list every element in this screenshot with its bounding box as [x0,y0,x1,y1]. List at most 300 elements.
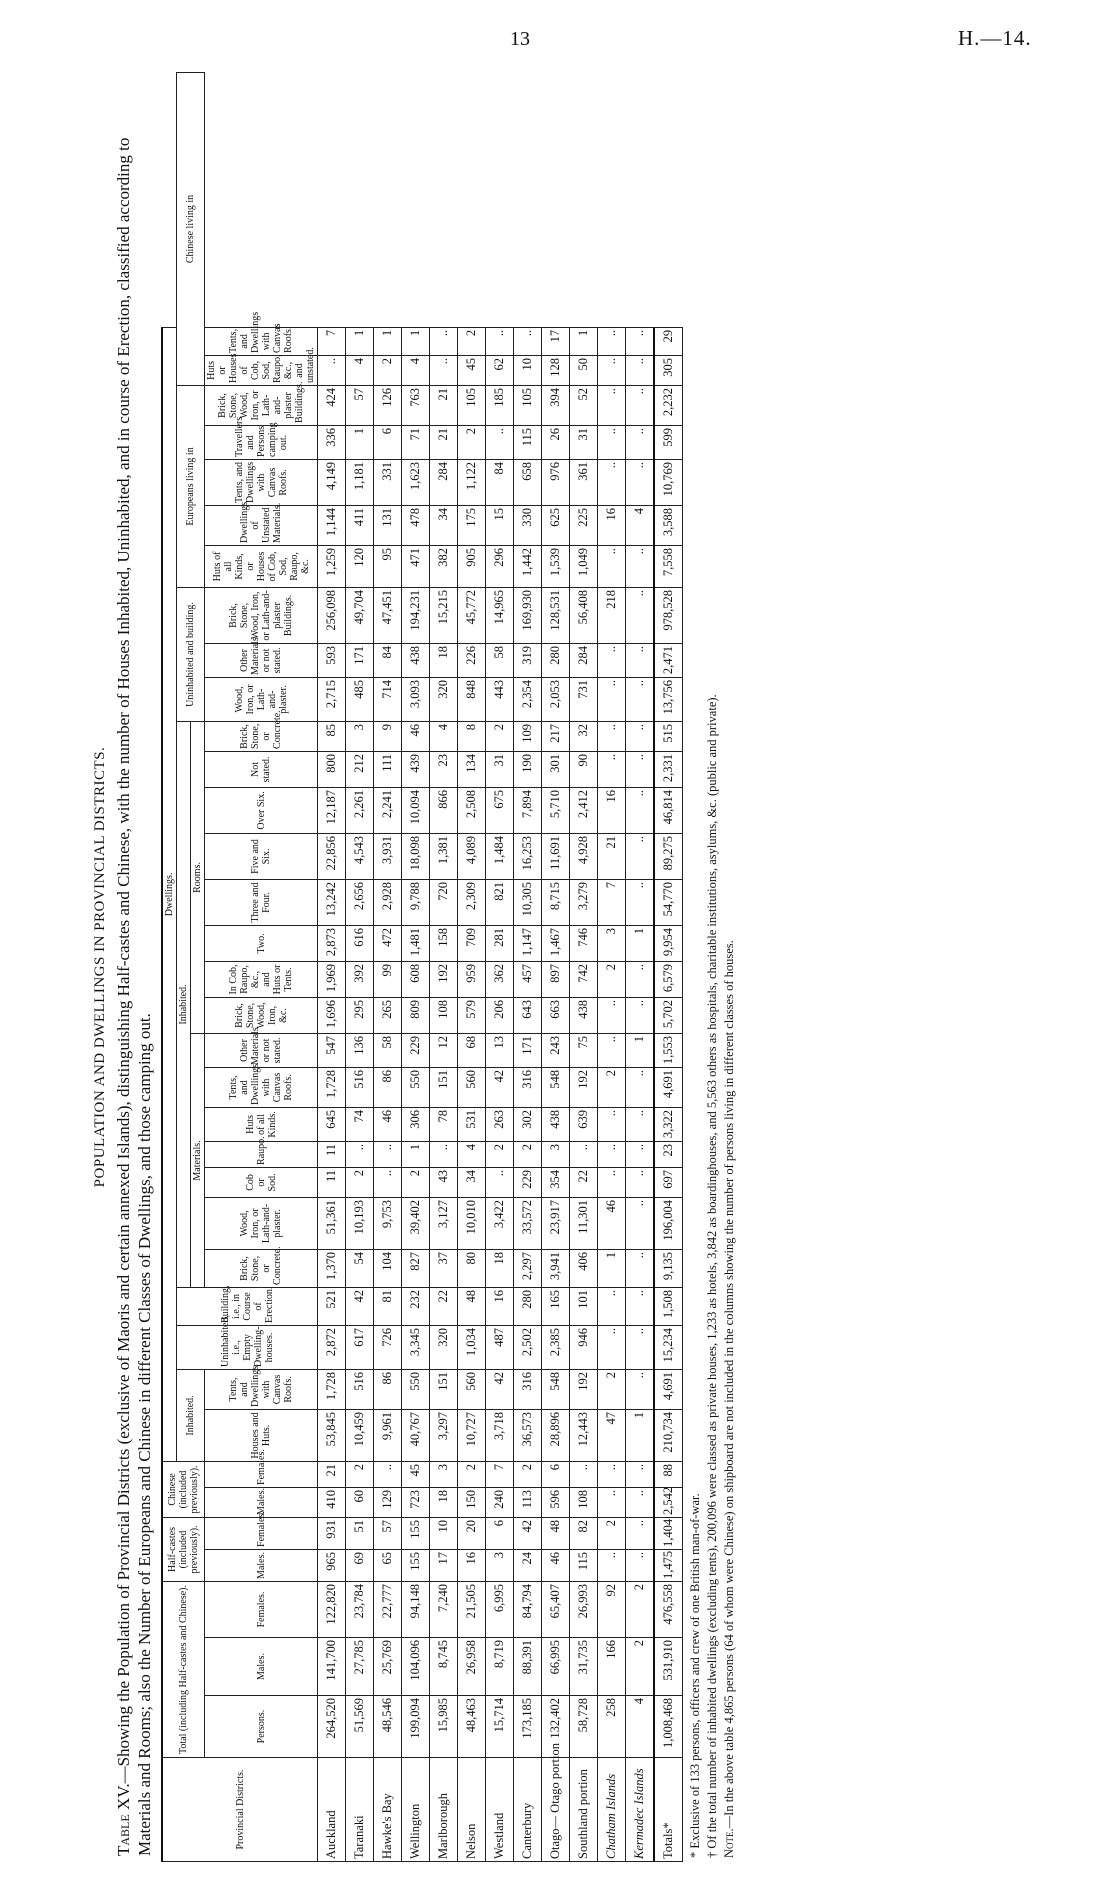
cell-raupo: .. [598,1141,626,1167]
cell-uninh: 2,872 [318,1325,346,1369]
cell-travellers: 599 [654,425,683,459]
cell-u-brick: 46 [402,721,430,751]
cell-five-six: 1,381 [430,833,458,879]
cell-c-brick: 424 [318,385,346,425]
cell-over-six: 2,412 [570,787,598,833]
cell-five-six: 89,275 [654,833,683,879]
cell-e-tents: 1,181 [346,459,374,505]
cell-u-brick: 3 [346,721,374,751]
cell-cob: 22 [570,1167,598,1197]
col-group-rooms: Rooms. [191,721,205,1033]
table-row [486,73,514,1862]
cell-e-unstated: 175 [458,505,486,545]
cell-cob: 697 [654,1167,683,1197]
cell-not-stated: 90 [570,751,598,787]
cell-u-wood: 3,093 [402,677,430,721]
col-group-chinese-living: Chinese living in [177,73,205,386]
cell-cob: .. [598,1167,626,1197]
table-row [346,73,374,1862]
cell-u-brick: .. [598,721,626,751]
cell-females: 23,784 [346,1581,374,1637]
cell-brick: 1,370 [318,1249,346,1287]
cell-e-huts: 471 [402,545,430,587]
cell-u-other: 280 [542,643,570,677]
cell-three-four: 54,770 [654,879,683,925]
col-u-other: Other Materials or not stated. [205,643,318,677]
cell-wood: 23,917 [542,1197,570,1249]
cell-hc-f: 6 [486,1517,514,1549]
cell-cob: .. [374,1167,402,1197]
cell-two: 2,873 [318,925,346,961]
cell-hc-f: 42 [514,1517,542,1549]
cell-houses: 36,573 [514,1409,542,1461]
col-c-brick: Brick, Stone, Wood, Iron, or Lath-and-plaster Buildings. [205,385,318,425]
footnote-star: * Exclusive of 133 persons, officers and crew of one British man-of-war. [688,1493,702,1858]
cell-cob: 229 [514,1167,542,1197]
district-name: Westland [486,1758,514,1862]
cell-three-four: 720 [430,879,458,925]
cell-e-huts: 95 [374,545,402,587]
district-name: Hawke's Bay [374,1758,402,1862]
cell-cob: 354 [542,1167,570,1197]
col-not-stated: Not stated. [205,751,318,787]
col-e-huts: Huts of all Kinds, or Houses of Cob, Sod, Raupo, &c. [205,545,318,587]
col-district: Provincial Districts. [162,1758,318,1862]
cell-not-stated: 23 [430,751,458,787]
district-name: Taranaki [346,1758,374,1862]
cell-females: 122,820 [318,1581,346,1637]
footnotes [687,72,737,1862]
cell-one-brick: .. [626,997,655,1033]
cell-c-tents: 1 [570,327,598,355]
col-persons: Persons. [205,1696,318,1758]
cell-not-stated: 800 [318,751,346,787]
cell-persons: 58,728 [570,1696,598,1758]
cell-hc-f: 931 [318,1517,346,1549]
col-hc-males: Males. [205,1549,318,1581]
cell-females: 94,148 [402,1581,430,1637]
cell-ch-m: 150 [458,1487,486,1517]
col-group-europeans: Europeans living in [177,385,205,587]
cell-wood: 39,402 [402,1197,430,1249]
cell-wood: 51,361 [318,1197,346,1249]
cell-huts: 46 [374,1107,402,1141]
cell-travellers: .. [598,425,626,459]
cell-ch-f: 21 [318,1461,346,1487]
cell-e-huts: 1,049 [570,545,598,587]
cell-over-six: 5,710 [542,787,570,833]
cell-females: 84,794 [514,1581,542,1637]
cell-tents: 2 [598,1369,626,1409]
cell-hc-m: 46 [542,1549,570,1581]
col-group-chinese: Chinese (included previously). [162,1461,205,1517]
cell-one-brick: 108 [430,997,458,1033]
cell-hc-f: 48 [542,1517,570,1549]
cell-ch-m: .. [626,1487,655,1517]
col-u-brick: Brick, Stone, or Concrete. [205,721,318,751]
cell-two: 616 [346,925,374,961]
district-name: Otago— Otago portion [542,1758,570,1862]
cell-five-six: 11,691 [542,833,570,879]
population-dwellings-table [161,72,683,1862]
cell-wood: .. [626,1197,655,1249]
cell-e-brick: 218 [598,587,626,643]
cell-hc-m: 17 [430,1549,458,1581]
col-over-six: Over Six. [205,787,318,833]
cell-u-wood: 443 [486,677,514,721]
cell-brick: .. [626,1249,655,1287]
cell-one-brick: 809 [402,997,430,1033]
cell-c-brick: 763 [402,385,430,425]
cell-one-cob: 99 [374,961,402,997]
cell-tents: 548 [542,1369,570,1409]
cell-u-wood: 848 [458,677,486,721]
cell-e-unstated: 1,144 [318,505,346,545]
table-body [318,73,683,1862]
table-row [542,73,570,1862]
cell-ch-f: 88 [654,1461,683,1487]
cell-c-huts: 305 [654,355,683,385]
cell-tents-mat: 151 [430,1067,458,1107]
cell-travellers: 21 [430,425,458,459]
cell-three-four: .. [626,879,655,925]
col-building: Building, i.e., in Course of Erection. [177,1287,318,1325]
cell-females: 476,558 [654,1581,683,1637]
cell-one-cob: 192 [430,961,458,997]
cell-over-six: 866 [430,787,458,833]
table-row [458,73,486,1862]
cell-other: 171 [514,1033,542,1067]
cell-two: 746 [570,925,598,961]
cell-brick: 104 [374,1249,402,1287]
cell-over-six: 7,894 [514,787,542,833]
cell-ch-f: .. [570,1461,598,1487]
cell-houses: 1 [626,1409,655,1461]
cell-u-other: 2,471 [654,643,683,677]
table-caption-lead: Table XV. [114,1783,133,1856]
cell-one-brick: 1,696 [318,997,346,1033]
cell-c-tents: 2 [458,327,486,355]
cell-u-wood: 485 [346,677,374,721]
district-name: Southland portion [570,1758,598,1862]
table-row [430,73,458,1862]
cell-c-brick: .. [626,385,655,425]
cell-e-tents: 1,122 [458,459,486,505]
cell-one-cob: .. [626,961,655,997]
cell-five-six: 1,484 [486,833,514,879]
cell-other: 58 [374,1033,402,1067]
col-group-inhabited: Inhabited. [177,721,191,1287]
table-row [374,73,402,1862]
cell-houses: 40,767 [402,1409,430,1461]
cell-u-wood: 714 [374,677,402,721]
cell-e-tents: .. [598,459,626,505]
cell-one-cob: 362 [486,961,514,997]
cell-over-six: 2,241 [374,787,402,833]
col-wood: Wood, Iron, or Lath-and-plaster. [205,1197,318,1249]
cell-tents-mat: 560 [458,1067,486,1107]
cell-raupo: 2 [486,1141,514,1167]
table-row [514,73,542,1862]
cell-u-other: 438 [402,643,430,677]
cell-persons: 15,985 [430,1696,458,1758]
cell-u-wood: .. [626,677,655,721]
cell-c-brick: .. [598,385,626,425]
cell-u-other: 593 [318,643,346,677]
cell-travellers: .. [486,425,514,459]
cell-brick: 3,941 [542,1249,570,1287]
cell-u-other: .. [626,643,655,677]
cell-ch-m: 108 [570,1487,598,1517]
cell-uninh: 2,502 [514,1325,542,1369]
cell-u-brick: 2 [486,721,514,751]
col-houses-huts: Houses and Huts. [205,1409,318,1461]
cell-ch-m: 723 [402,1487,430,1517]
cell-e-unstated: 16 [598,505,626,545]
cell-huts: 74 [346,1107,374,1141]
cell-brick: 827 [402,1249,430,1287]
cell-huts: 438 [542,1107,570,1141]
cell-uninh: 946 [570,1325,598,1369]
cell-houses: 53,845 [318,1409,346,1461]
cell-c-huts: .. [430,355,458,385]
cell-cob: 34 [458,1167,486,1197]
cell-not-stated: 301 [542,751,570,787]
cell-ch-f: 2 [458,1461,486,1487]
table-caption [113,72,155,1862]
cell-other: 75 [570,1033,598,1067]
cell-brick: 80 [458,1249,486,1287]
cell-two: 9,954 [654,925,683,961]
cell-males: 25,769 [374,1638,402,1696]
cell-ch-m: 410 [318,1487,346,1517]
cell-males: 2 [626,1638,655,1696]
cell-males: 27,785 [346,1638,374,1696]
cell-c-tents: .. [626,327,655,355]
cell-ch-f: 2 [346,1461,374,1487]
cell-e-brick: 256,098 [318,587,346,643]
col-travellers: Travellers and Persons camping out. [205,425,318,459]
cell-hc-f: 51 [346,1517,374,1549]
cell-ch-m: 18 [430,1487,458,1517]
cell-ch-f: 2 [514,1461,542,1487]
cell-c-brick: 52 [570,385,598,425]
col-e-unstated: Dwellings of Unstated Materials. [205,505,318,545]
cell-not-stated: 190 [514,751,542,787]
cell-wood: 3,127 [430,1197,458,1249]
col-huts-all: Huts of all Kinds. [205,1107,318,1141]
cell-one-cob: 457 [514,961,542,997]
totals-row [654,73,683,1862]
cell-three-four: 2,656 [346,879,374,925]
cell-other: 68 [458,1033,486,1067]
table-row [598,73,626,1862]
cell-persons: 1,008,468 [654,1696,683,1758]
cell-wood: 9,753 [374,1197,402,1249]
cell-tents-mat: 2 [598,1067,626,1107]
cell-huts: 639 [570,1107,598,1141]
cell-c-tents: .. [598,327,626,355]
cell-c-huts: 128 [542,355,570,385]
cell-tents: 192 [570,1369,598,1409]
cell-hc-f: 82 [570,1517,598,1549]
cell-u-other: 58 [486,643,514,677]
cell-building: 48 [458,1287,486,1325]
cell-e-brick: 194,231 [402,587,430,643]
cell-e-brick: 978,528 [654,587,683,643]
cell-hc-m: 115 [570,1549,598,1581]
cell-c-huts: .. [626,355,655,385]
cell-one-cob: 1,969 [318,961,346,997]
cell-houses: 3,718 [486,1409,514,1461]
cell-building: 101 [570,1287,598,1325]
cell-raupo: 11 [318,1141,346,1167]
cell-hc-f: 1,404 [654,1517,683,1549]
cell-c-huts: .. [318,355,346,385]
cell-three-four: 7 [598,879,626,925]
cell-tents-mat: 550 [402,1067,430,1107]
cell-not-stated: 31 [486,751,514,787]
cell-e-brick: 47,451 [374,587,402,643]
cell-cob: 2 [402,1167,430,1197]
cell-males: 66,995 [542,1638,570,1696]
cell-e-huts: 1,539 [542,545,570,587]
col-hc-females: Females. [205,1517,318,1549]
cell-travellers: 1 [346,425,374,459]
cell-females: 21,505 [458,1581,486,1637]
cell-females: 6,995 [486,1581,514,1637]
cell-brick: 9,135 [654,1249,683,1287]
cell-five-six: 16,253 [514,833,542,879]
district-name: Chatham Islands [598,1758,626,1862]
cell-building: 1,508 [654,1287,683,1325]
cell-u-brick: 109 [514,721,542,751]
cell-c-tents: .. [514,327,542,355]
cell-c-brick: 2,232 [654,385,683,425]
cell-not-stated: 212 [346,751,374,787]
cell-wood: 3,422 [486,1197,514,1249]
cell-c-brick: 57 [346,385,374,425]
cell-houses: 9,961 [374,1409,402,1461]
cell-tents-mat: .. [626,1067,655,1107]
cell-houses: 10,459 [346,1409,374,1461]
cell-raupo: 23 [654,1141,683,1167]
cell-over-six: 16 [598,787,626,833]
cell-huts: .. [598,1107,626,1141]
cell-e-tents: 361 [570,459,598,505]
cell-ch-f: .. [374,1461,402,1487]
cell-e-brick: 15,215 [430,587,458,643]
cell-males: 88,391 [514,1638,542,1696]
district-name: Wellington [402,1758,430,1862]
cell-ch-m: 60 [346,1487,374,1517]
cell-e-unstated: 225 [570,505,598,545]
cell-huts: 645 [318,1107,346,1141]
cell-e-unstated: 625 [542,505,570,545]
cell-raupo: .. [346,1141,374,1167]
cell-males: 8,719 [486,1638,514,1696]
cell-other: 243 [542,1033,570,1067]
cell-males: 104,096 [402,1638,430,1696]
cell-u-wood: 13,756 [654,677,683,721]
cell-e-tents: 331 [374,459,402,505]
table-row [318,73,346,1862]
cell-tents: 550 [402,1369,430,1409]
cell-u-other: 319 [514,643,542,677]
cell-tents-mat: 192 [570,1067,598,1107]
cell-uninh: 1,034 [458,1325,486,1369]
cell-e-tents: 10,769 [654,459,683,505]
cell-u-wood: 2,715 [318,677,346,721]
cell-three-four: 13,242 [318,879,346,925]
cell-u-wood: 320 [430,677,458,721]
cell-hc-f: 20 [458,1517,486,1549]
cell-travellers: 31 [570,425,598,459]
cell-one-cob: 742 [570,961,598,997]
cell-other: 12 [430,1033,458,1067]
cell-e-huts: 296 [486,545,514,587]
cell-u-brick: 217 [542,721,570,751]
district-name: Nelson [458,1758,486,1862]
cell-u-wood: .. [598,677,626,721]
cell-hc-f: 2 [598,1517,626,1549]
cell-tents-mat: 516 [346,1067,374,1107]
cell-uninh: 3,345 [402,1325,430,1369]
cell-two: 1 [626,925,655,961]
cell-hc-m: 16 [458,1549,486,1581]
cell-uninh: 15,234 [654,1325,683,1369]
col-group-uninhabited-building: Uninhabited and building. [177,587,205,721]
col-five-six: Five and Six. [205,833,318,879]
cell-hc-f: 155 [402,1517,430,1549]
cell-building: 521 [318,1287,346,1325]
cell-one-cob: 897 [542,961,570,997]
col-group-dwellings: Dwellings. [162,327,177,1461]
cell-e-tents: 4,149 [318,459,346,505]
cell-c-huts: 45 [458,355,486,385]
cell-not-stated: 134 [458,751,486,787]
cell-one-cob: 2 [598,961,626,997]
cell-e-brick: 45,772 [458,587,486,643]
cell-two: 1,147 [514,925,542,961]
cell-building: 42 [346,1287,374,1325]
cell-cob: .. [486,1167,514,1197]
cell-wood: 33,572 [514,1197,542,1249]
cell-one-brick: 295 [346,997,374,1033]
cell-raupo: .. [570,1141,598,1167]
cell-two: 472 [374,925,402,961]
col-one-brick: Brick, Stone, Wood, Iron, &c. [205,997,318,1033]
cell-e-unstated: 131 [374,505,402,545]
cell-not-stated: .. [626,751,655,787]
cell-c-huts: 62 [486,355,514,385]
col-group-materials: Materials. [191,1033,205,1287]
cell-brick: 54 [346,1249,374,1287]
footnote-note [721,76,737,1858]
col-other-materials: Other Materials or not stated. [205,1033,318,1067]
col-e-tents: Tents, and Dwellings with Canvas Roofs. [205,459,318,505]
cell-hc-m: 65 [374,1549,402,1581]
cell-wood: 10,193 [346,1197,374,1249]
cell-one-cob: 959 [458,961,486,997]
cell-c-tents: 29 [654,327,683,355]
cell-tents-mat: 548 [542,1067,570,1107]
cell-females: 2 [626,1581,655,1637]
cell-five-six: 4,089 [458,833,486,879]
cell-uninh: 2,385 [542,1325,570,1369]
cell-hc-m: 1,475 [654,1549,683,1581]
col-tents-materials: Tents, and Dwellings with Canvas Roofs. [205,1067,318,1107]
